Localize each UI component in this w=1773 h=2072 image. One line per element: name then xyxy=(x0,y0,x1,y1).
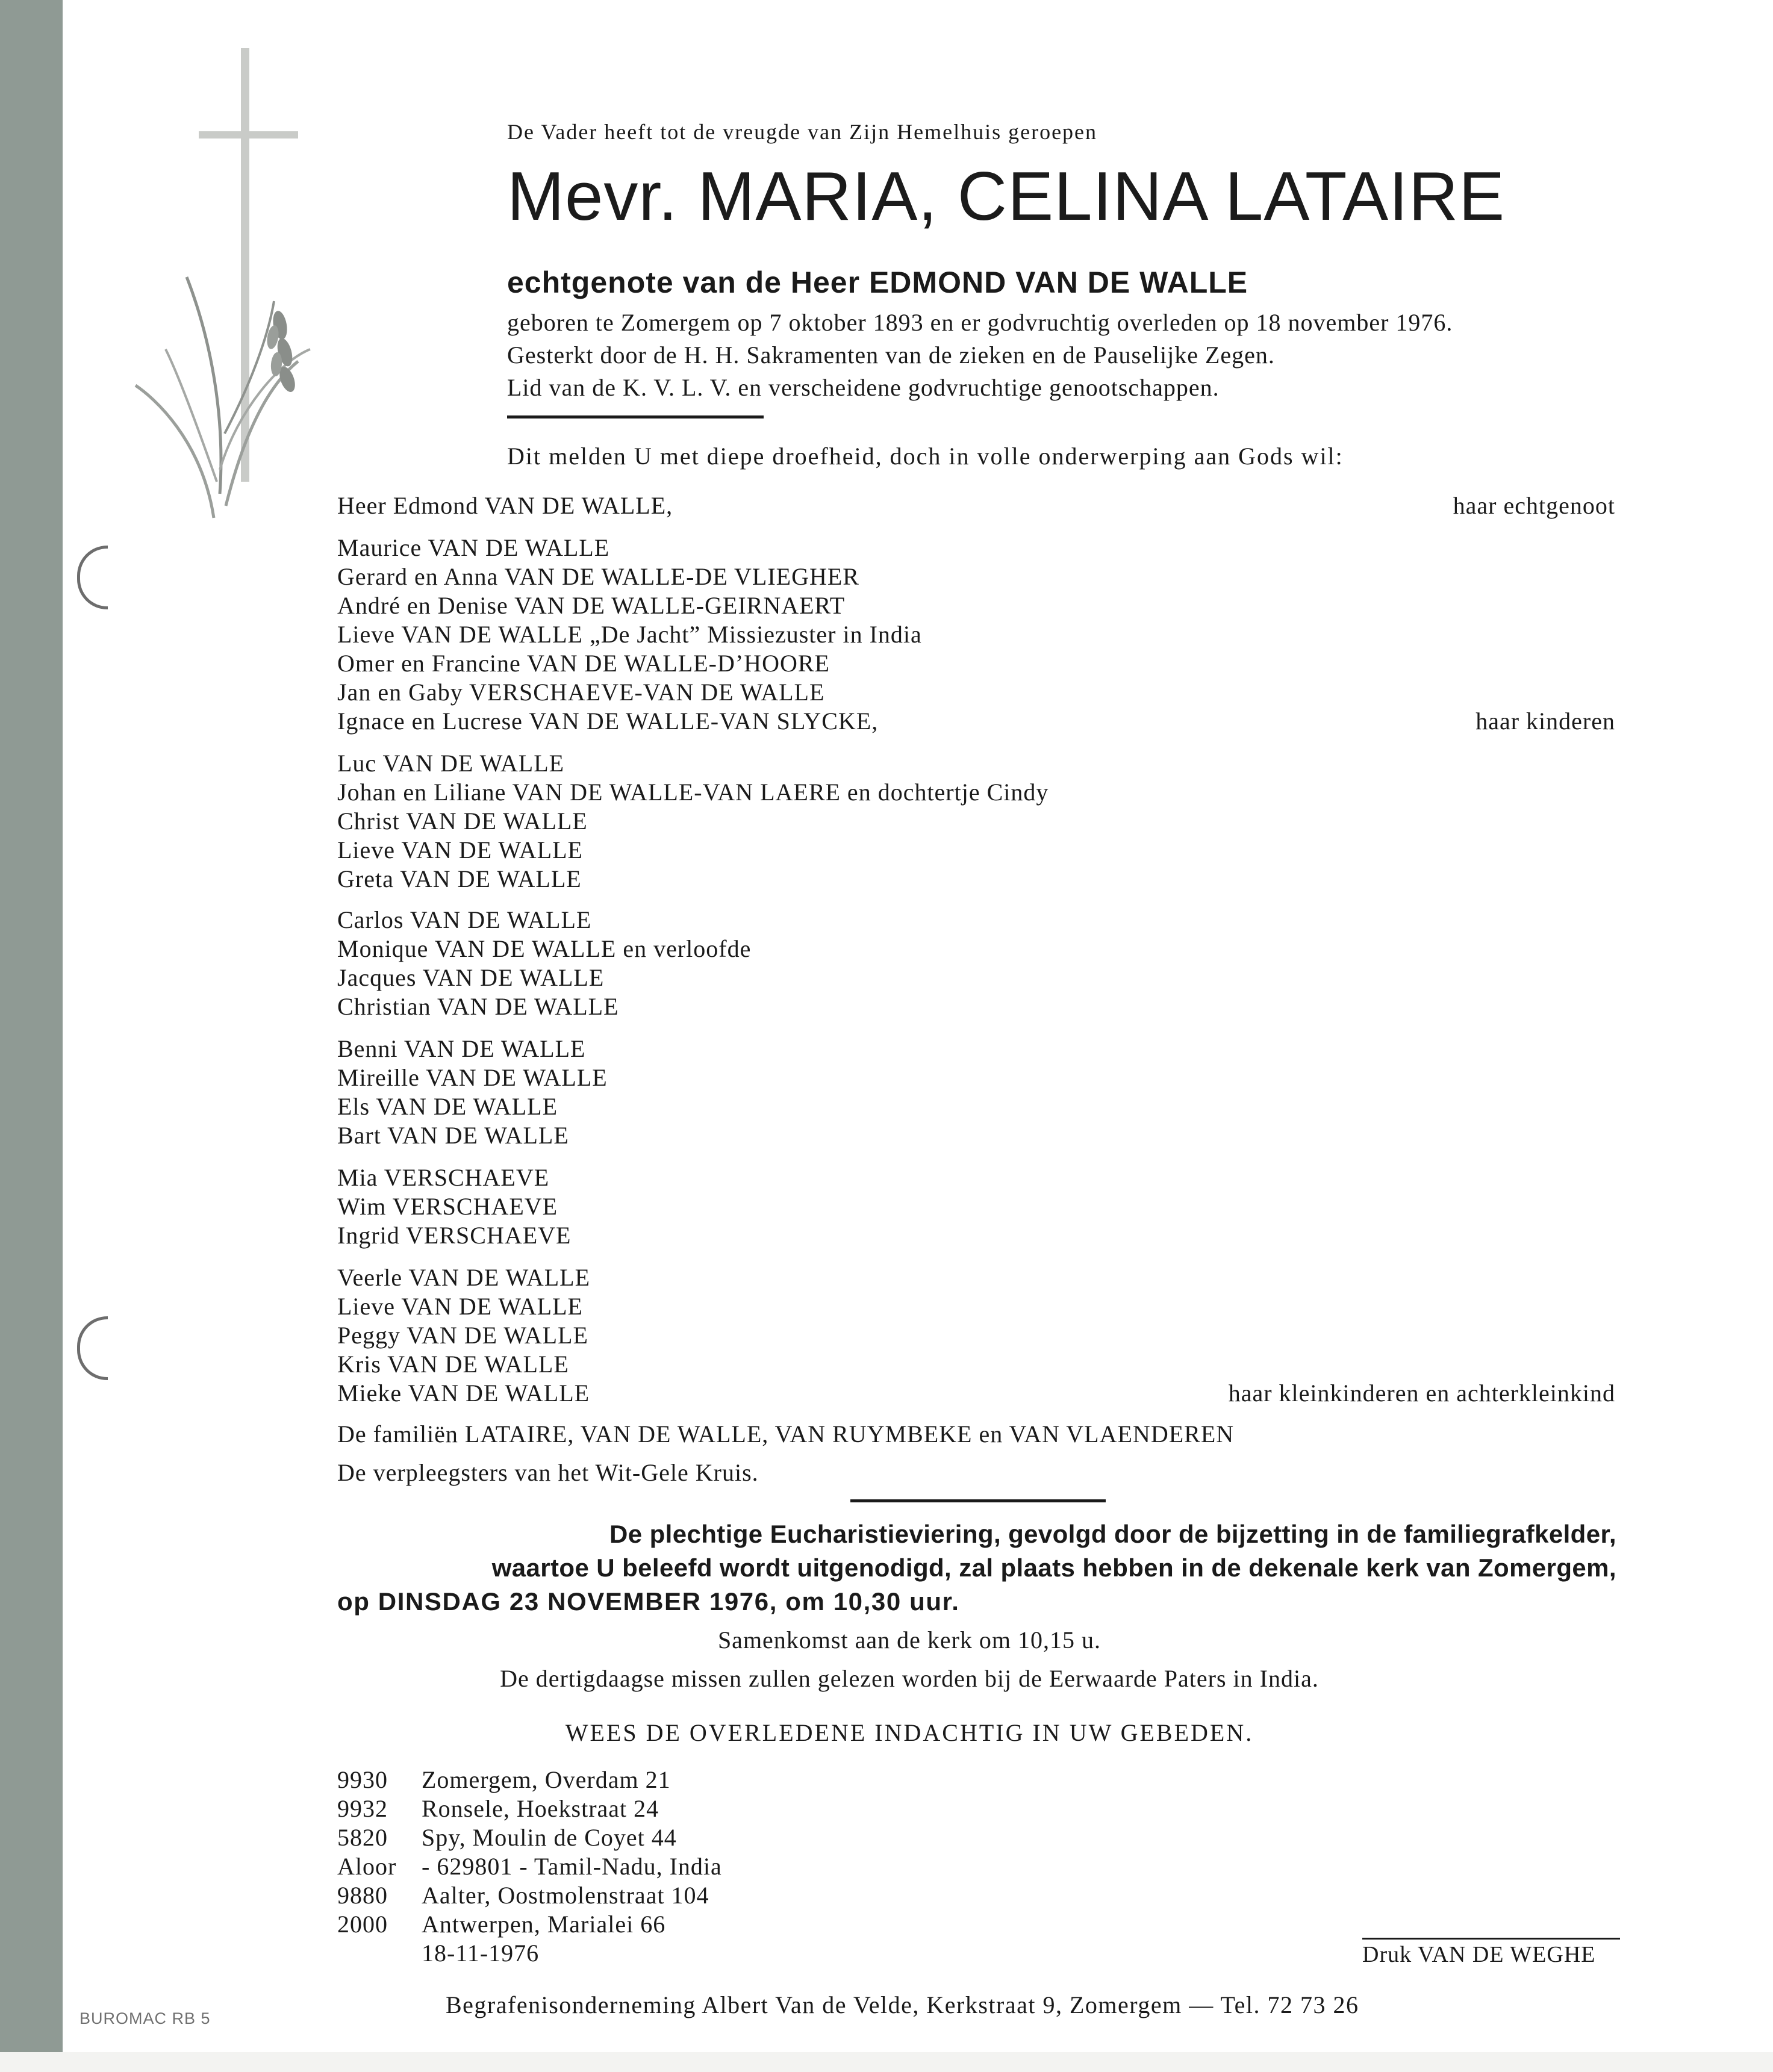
address-code: 9930 xyxy=(337,1766,388,1793)
grandchild-line: Wim VERSCHAEVE xyxy=(337,1193,558,1220)
address-text: Spy, Moulin de Coyet 44 xyxy=(422,1824,677,1851)
grandchild-line: Johan en Liliane VAN DE WALLE-VAN LAERE en dochtertje Cindy xyxy=(337,779,1049,806)
spouse-name: Heer Edmond VAN DE WALLE, xyxy=(337,492,673,519)
notice-date: 18-11-1976 xyxy=(422,1940,540,1967)
service-date-line: op DINSDAG 23 NOVEMBER 1976, om 10,30 uur. xyxy=(337,1587,960,1616)
printer-rule xyxy=(1362,1938,1620,1940)
grandchild-line: Benni VAN DE WALLE xyxy=(337,1035,586,1062)
grandchild-line: Jacques VAN DE WALLE xyxy=(337,964,605,991)
address-code: Aloor xyxy=(337,1853,397,1880)
grandchild-line: Mia VERSCHAEVE xyxy=(337,1164,550,1191)
child-line: Maurice VAN DE WALLE xyxy=(337,534,610,561)
form-code: BUROMAC RB 5 xyxy=(79,2009,211,2027)
address-text: Zomergem, Overdam 21 xyxy=(422,1766,671,1793)
gathering-line: Samenkomst aan de kerk om 10,15 u. xyxy=(717,1626,1102,1654)
remembrance-line: WEES DE OVERLEDENE INDACHTIG IN UW GEBEDEN. xyxy=(565,1719,1254,1746)
grandchild-line: Christian VAN DE WALLE xyxy=(337,993,619,1020)
spouse-relation: haar echtgenoot xyxy=(1453,492,1615,519)
grandchild-line: Luc VAN DE WALLE xyxy=(337,750,565,777)
grandchild-line: Mieke VAN DE WALLE xyxy=(337,1380,590,1407)
grandchild-line: Christ VAN DE WALLE xyxy=(337,807,588,835)
grandchild-line: Monique VAN DE WALLE en verloofde xyxy=(337,935,752,962)
announcement: Dit melden U met diepe droefheid, doch in volle onderwerping aan Gods wil: xyxy=(507,443,1344,470)
grandchild-line: Greta VAN DE WALLE xyxy=(337,865,582,892)
address-text: - 629801 - Tamil-Nadu, India xyxy=(422,1853,722,1880)
address-code: 2000 xyxy=(337,1911,388,1938)
address-code: 9932 xyxy=(337,1795,388,1822)
membership-line: Lid van de K. V. L. V. en verscheidene godvruchtige genootschappen. xyxy=(507,374,1220,401)
families-line: De familiën LATAIRE, VAN DE WALLE, VAN RUYMBEKE en VAN VLAENDEREN xyxy=(337,1420,1235,1448)
divider-top xyxy=(507,415,764,418)
child-line: Omer en Francine VAN DE WALLE-D’HOORE xyxy=(337,650,830,677)
address-code: 9880 xyxy=(337,1882,388,1909)
address-text: Antwerpen, Marialei 66 xyxy=(422,1911,666,1938)
grandchildren-relation: haar kleinkinderen en achterkleinkind xyxy=(1228,1380,1615,1407)
nurses-line: De verpleegsters van het Wit-Gele Kruis. xyxy=(337,1459,759,1486)
address-code: 5820 xyxy=(337,1824,388,1851)
bottom-edge xyxy=(0,2052,1773,2072)
intro-line: De Vader heeft tot de vreugde van Zijn Hemelhuis geroepen xyxy=(507,120,1098,144)
sacraments-line: Gesterkt door de H. H. Sakramenten van de zieken en de Pauselijke Zegen. xyxy=(507,341,1275,369)
service-line: De plechtige Eucharistieviering, gevolgd door de bijzetting in de familiegrafkelder, xyxy=(609,1520,1616,1548)
spouse-line: echtgenote van de Heer EDMOND VAN DE WALLE xyxy=(507,266,1248,299)
grandchild-line: Carlos VAN DE WALLE xyxy=(337,906,592,933)
children-relation: haar kinderen xyxy=(1475,708,1615,735)
child-line: Gerard en Anna VAN DE WALLE-DE VLIEGHER xyxy=(337,563,859,590)
grandchild-line: Lieve VAN DE WALLE xyxy=(337,1293,583,1320)
printer-credit: Druk VAN DE WEGHE xyxy=(1362,1942,1596,1967)
birth-death-line: geboren te Zomergem op 7 oktober 1893 en er godvruchtig overleden op 18 november 1976. xyxy=(507,309,1453,336)
child-line: Lieve VAN DE WALLE „De Jacht” Missiezuster in India xyxy=(337,621,922,648)
service-line: waartoe U beleefd wordt uitgenodigd, zal plaats hebben in de dekenale kerk van Zomergem, xyxy=(491,1554,1616,1582)
child-line: Jan en Gaby VERSCHAEVE-VAN DE WALLE xyxy=(337,679,825,706)
funeral-home-footer: Begrafenisonderneming Albert Van de Velde, Kerkstraat 9, Zomergem — Tel. 72 73 26 xyxy=(446,1991,1359,2018)
grandchild-line: Mireille VAN DE WALLE xyxy=(337,1064,608,1091)
grandchild-line: Lieve VAN DE WALLE xyxy=(337,836,583,863)
deceased-name: Mevr. MARIA, CELINA LATAIRE xyxy=(507,158,1506,235)
child-line: Ignace en Lucrese VAN DE WALLE-VAN SLYCKE, xyxy=(337,708,879,735)
masses-line: De dertigdaagse missen zullen gelezen worden bij de Eerwaarde Paters in India. xyxy=(500,1665,1319,1692)
cross-with-wheat-icon xyxy=(129,48,328,530)
grandchild-line: Peggy VAN DE WALLE xyxy=(337,1322,588,1349)
child-line: André en Denise VAN DE WALLE-GEIRNAERT xyxy=(337,592,846,619)
grandchild-line: Veerle VAN DE WALLE xyxy=(337,1264,591,1291)
grandchild-line: Ingrid VERSCHAEVE xyxy=(337,1222,572,1249)
address-text: Aalter, Oostmolenstraat 104 xyxy=(422,1882,709,1909)
grandchild-line: Kris VAN DE WALLE xyxy=(337,1351,569,1378)
divider-middle xyxy=(850,1499,1106,1502)
grandchild-line: Bart VAN DE WALLE xyxy=(337,1122,569,1149)
address-text: Ronsele, Hoekstraat 24 xyxy=(422,1795,659,1822)
grandchild-line: Els VAN DE WALLE xyxy=(337,1093,558,1120)
